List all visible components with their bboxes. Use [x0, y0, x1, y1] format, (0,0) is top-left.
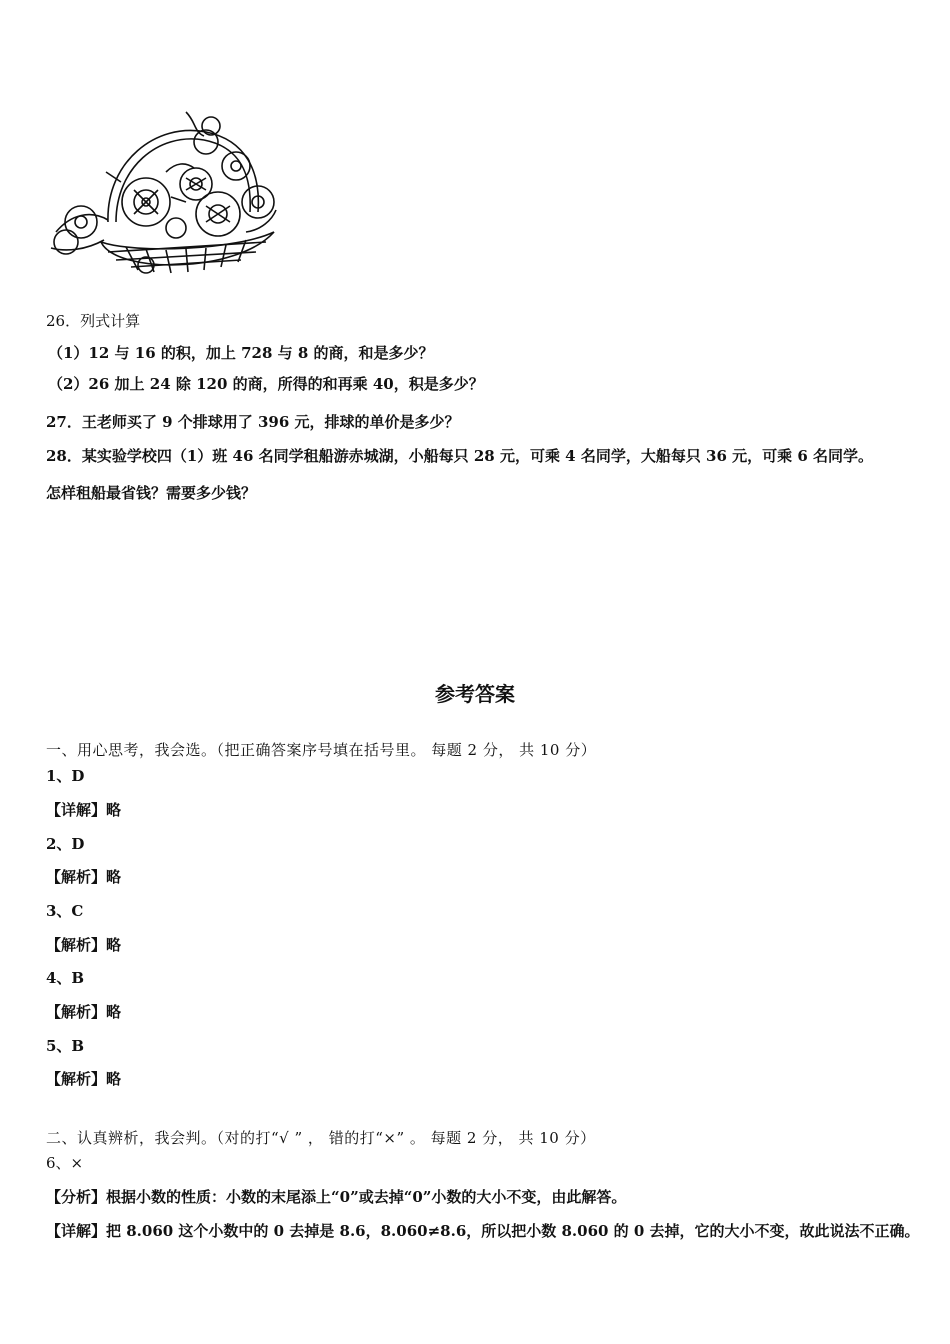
answer-item-2: 2、D	[46, 835, 85, 853]
answer-item-3: 3、C	[46, 902, 84, 920]
question-26-title: 26．列式计算	[46, 312, 141, 330]
answer-item-5: 5、B	[46, 1037, 85, 1055]
answer-note-4: 【解析】略	[46, 1003, 122, 1021]
question-27: 27．王老师买了 9 个排球用了 396 元，排球的单价是多少？	[46, 413, 460, 431]
question-28-line-1: 28．某实验学校四（1）班 46 名同学租船游赤城湖，小船每只 28 元，可乘 4 名同学，大船每只 36 元，可乘 6 名同学。	[46, 447, 874, 465]
answers-title: 参考答案	[435, 682, 515, 706]
question-26-part-2: （2）26 加上 24 除 120 的商，所得的和再乘 40，积是多少？	[48, 375, 484, 393]
answer-note-3: 【解析】略	[46, 936, 122, 954]
answer-item-6: 6、×	[46, 1154, 84, 1172]
answer-note-5: 【解析】略	[46, 1070, 122, 1088]
question-26-part-1: （1）12 与 16 的积，加上 728 与 8 的商，和是多少？	[48, 344, 434, 362]
question-28-line-2: 怎样租船最省钱？需要多少钱？	[46, 484, 257, 502]
answers-section-2-heading: 二、认真辨析，我会判。（对的打“√ ” ， 错的打“×” 。 每题 2 分， 共 10 分）	[46, 1129, 596, 1147]
flower-basket-illustration	[46, 102, 282, 278]
answer-note-2: 【解析】略	[46, 868, 122, 886]
answer-item-4: 4、B	[46, 969, 85, 987]
answer-6-detail: 【详解】把 8.060 这个小数中的 0 去掉是 8.6，8.060≠8.6，所以把小数 8.060 的 0 去掉，它的大小不变，故此说法不正确。	[46, 1222, 920, 1240]
answer-note-1: 【详解】略	[46, 801, 122, 819]
answers-section-1-heading: 一、用心思考，我会选。（把正确答案序号填在括号里。 每题 2 分， 共 10 分）	[46, 741, 597, 759]
answer-item-1: 1、D	[46, 767, 85, 785]
answer-6-analysis: 【分析】根据小数的性质：小数的末尾添上“0”或去掉“0”小数的大小不变，由此解答。	[46, 1188, 627, 1206]
